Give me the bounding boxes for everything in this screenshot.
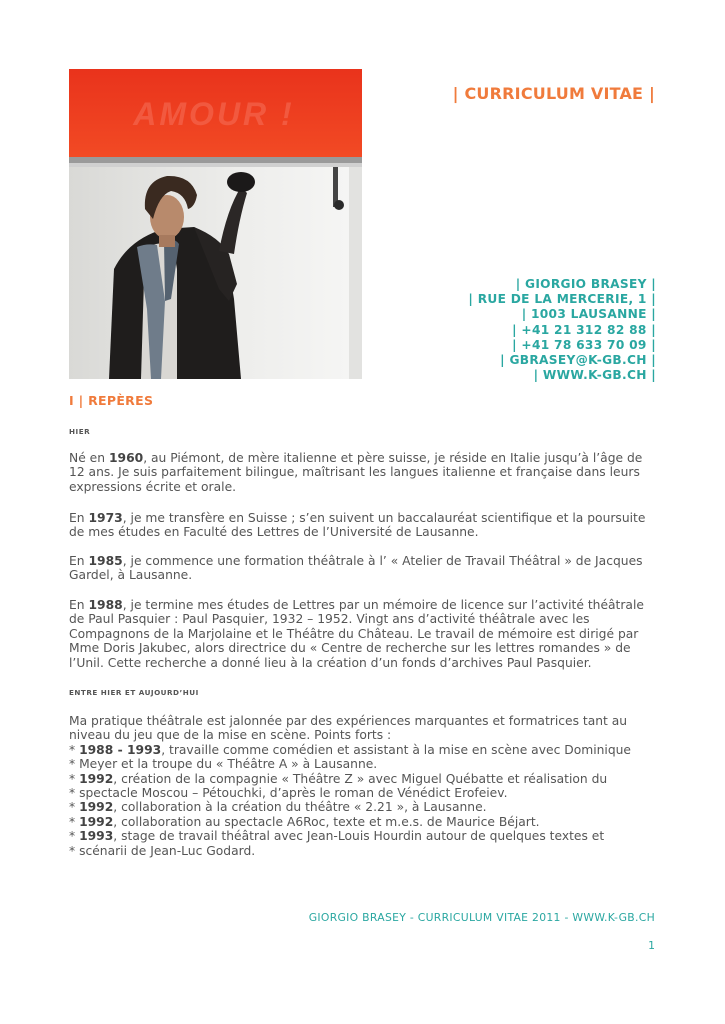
list-item: * 1993, stage de travail théâtral avec Jean-Louis Hourdin autour de quelques textes et (69, 829, 605, 844)
contact-street: | RUE DE LA MERCERIE, 1 | (468, 292, 656, 307)
sign-text: AMOUR ! (133, 96, 295, 132)
list-item: * 1992, création de la compagnie « Théâtre Z » avec Miguel Québatte et réalisation du (69, 771, 608, 786)
list-item: * 1988 - 1993, travaille comme comédien et assistant à la mise en scène avec Dominique (69, 742, 631, 757)
page-number: 1 (648, 939, 655, 952)
portrait-photo (69, 69, 362, 379)
contact-block (468, 277, 656, 383)
paragraph-1960: Né en 1960, au Piémont, de mère italienne et père suisse, je réside en Italie jusqu’à l’âge de 12 ans. Je suis parfaitement bilingue, maîtrisant les langues italienne et française dans leurs expressions écrite et orale. (69, 451, 643, 494)
contact-email: | GBRASEY@K-GB.CH | (500, 353, 656, 368)
paragraph-pratique-theatrale (69, 714, 659, 858)
subheading-hier: HIER (69, 427, 91, 436)
list-item: * Meyer et la troupe du « Théâtre A » à Lausanne. (69, 757, 378, 772)
contact-city: | 1003 LAUSANNE | (521, 307, 656, 322)
paragraph-1988: En 1988, je termine mes études de Lettres par un mémoire de licence sur l’activité théâtrale de Paul Pasquier : Paul Pasquier, 1932 – 1952. Vingt ans d’activité théâtrale avec les Compagnons de la Marjolaine et le Théâtre du Château. Le travail de mémoire est dirigé par Mme Doris Jakubec, alors directrice du « Centre de recherche sur les lettres romandes » de l’Unil. Cette recherche a donné lieu à la création d’un fonds d’archives Paul Pasquier. (69, 598, 644, 670)
section-title: I | REPÈRES (69, 393, 154, 408)
contact-name: | GIORGIO BRASEY | (515, 277, 656, 291)
list-item: * scénarii de Jean-Luc Godard. (69, 843, 256, 858)
subheading-entre-hier-et-aujourdhui: ENTRE HIER ET AUJOURD’HUI (69, 688, 199, 697)
contact-phone-mobile: | +41 78 633 70 09 | (512, 337, 656, 352)
contact-website: | WWW.K-GB.CH | (533, 368, 656, 383)
pratique-intro: Ma pratique théâtrale est jalonnée par des expériences marquantes et formatrices tant au niveau du jeu que de la mise en scène. Points forts : (69, 714, 628, 743)
paragraph-1985: En 1985, je commence une formation théâtrale à l’ « Atelier de Travail Théâtral » de Jacques Gardel, à Lausanne. (69, 554, 643, 583)
paragraph-1973: En 1973, je me transfère en Suisse ; s’en suivent un baccalauréat scientifique et la poursuite de mes études en Faculté des Lettres de l’Université de Lausanne. (69, 511, 646, 540)
document-title: | CURRICULUM VITAE | (452, 84, 655, 103)
contact-phone-landline: | +41 21 312 82 88 | (512, 322, 656, 337)
page-footer: GIORGIO BRASEY - CURRICULUM VITAE 2011 - WWW.K-GB.CH (308, 911, 655, 924)
list-item: * 1992, collaboration à la création du théâtre « 2.21 », à Lausanne. (69, 800, 487, 815)
list-item: * spectacle Moscou – Pétouchki, d’après le roman de Vénédict Erofeiev. (69, 786, 508, 801)
list-item: * 1992, collaboration au spectacle A6Roc, texte et m.e.s. de Maurice Béjart. (69, 814, 540, 829)
